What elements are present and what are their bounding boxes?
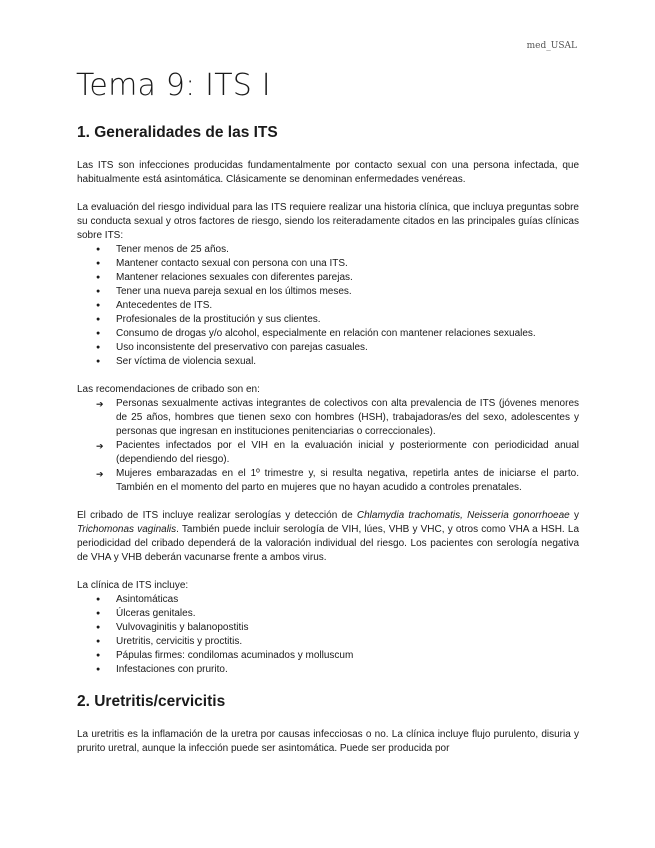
paragraph-screening-details: El cribado de ITS incluye realizar serologías y detección de Chlamydia trachomatis, Neisseria gonorrhoeae y Trichomonas vaginalis. También puede incluir serología de VIH, lúes, VHB y VHC, y otros como VHA a HSH. La periodicidad del cribado dependerá de la valoración individual del riesgo. Los pacientes con serología negativa de VHA y VHB deberán vacunarse frente a ambos virus. — [77, 510, 580, 563]
list-item: ● Tener menos de 25 años. — [77, 243, 579, 257]
organism-name: Chlamydia trachomatis, Neisseria gonorrhoeae — [356, 510, 570, 521]
list-item: ● Uretritis, cervicitis y proctitis. — [77, 635, 579, 649]
paragraph-uretritis: La uretritis es la inflamación de la uretra por causas infecciosas o no. La clínica incluye flujo purulento, disuria y prurito uretral, aunque la infección puede ser asintomática. Puede ser producida por — [77, 729, 579, 754]
list-item: ● Vulvovaginitis y balanopostitis — [77, 621, 579, 635]
section-heading-generalidades: 1. Generalidades de las ITS — [77, 124, 278, 141]
paragraph-risk-evaluation: La evaluación del riesgo individual para las ITS requiere realizar una historia clínica, que incluya preguntas sobre su conducta sexual y otros factores de riesgo, siendo los reiteradamente citados en las principales guías clínicas sobre ITS: — [77, 202, 579, 241]
list-item: ➔ Pacientes infectados por el VIH en la evaluación inicial y posteriormente con periodicidad anual (dependiendo del riesgo). — [77, 439, 579, 467]
organism-name: Trichomonas vaginalis — [77, 524, 177, 535]
list-item: ● Infestaciones con prurito. — [77, 663, 579, 677]
list-item: ● Mantener contacto sexual con persona con una ITS. — [77, 257, 579, 271]
paragraph-clinic-intro: La clínica de ITS incluye: — [77, 580, 189, 591]
list-item: ● Ser víctima de violencia sexual. — [77, 355, 579, 369]
list-item: ● Úlceras genitales. — [77, 607, 579, 621]
paragraph-screening-intro: Las recomendaciones de cribado son en: — [77, 384, 260, 395]
list-item: ● Mantener relaciones sexuales con diferentes parejas. — [77, 271, 579, 285]
list-item: ● Asintomáticas — [77, 593, 579, 607]
risk-factors-list — [77, 243, 579, 369]
list-item: ● Consumo de drogas y/o alcohol, especialmente en relación con mantener relaciones sexuales. — [77, 327, 579, 341]
screening-list — [77, 397, 579, 495]
page-title: Tema 9: ITS I — [76, 68, 271, 103]
header-brand: med_USAL — [526, 41, 577, 51]
list-item: ➔ Personas sexualmente activas integrantes de colectivos con alta prevalencia de ITS (jóvenes menores de 25 años, hombres que tienen sexo con hombres (HSH), trabajadoras/es del sexo, adolescentes y personas que ingresan en instituciones penitenciarias o correccionales). — [77, 397, 579, 439]
clinic-list — [77, 593, 579, 677]
list-item: ➔ Mujeres embarazadas en el 1º trimestre y, si resulta negativa, repetirla antes de iniciarse el parto. También en el momento del parto en mujeres que no hayan acudido a controles prenatales. — [77, 467, 579, 495]
list-item: ● Antecedentes de ITS. — [77, 299, 579, 313]
list-item: ● Pápulas firmes: condilomas acuminados y molluscum — [77, 649, 579, 663]
list-item: ● Uso inconsistente del preservativo con parejas casuales. — [77, 341, 579, 355]
document-body — [77, 124, 579, 756]
list-item: ● Tener una nueva pareja sexual en los últimos meses. — [77, 285, 579, 299]
list-item: ● Profesionales de la prostitución y sus clientes. — [77, 313, 579, 327]
section-heading-uretritis: 2. Uretritis/cervicitis — [77, 693, 226, 710]
paragraph-intro: Las ITS son infecciones producidas fundamentalmente por contacto sexual con una persona infectada, que habitualmente está asintomática. Clásicamente se denominan enfermedades venéreas. — [77, 160, 579, 185]
